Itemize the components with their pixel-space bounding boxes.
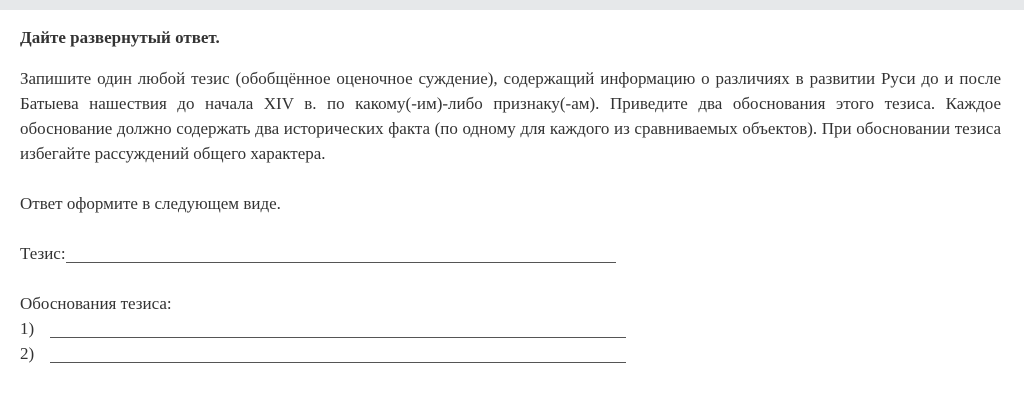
instruction-heading: Дайте развернутый ответ. bbox=[20, 28, 220, 47]
answer-number: 1) bbox=[20, 319, 35, 338]
answer-number: 2) bbox=[20, 344, 35, 363]
answer-line bbox=[50, 343, 626, 363]
justification-title: Обоснования тезиса: bbox=[20, 294, 172, 313]
answer-row-2 bbox=[20, 341, 1001, 366]
thesis-answer-line bbox=[66, 243, 616, 263]
task-text: Запишите один любой тезис (обобщённое оценочное суждение), содержащий информацию о различиях в развитии Руси до и после Батыева нашествия до начала XIV в. по какому(-им)-либо признаку(-ам). Приведите два обоснования этого тезиса. Каждое обоснование должно содержать два исторических факта (по одному для каждого из сравниваемых объектов). При обосновании тезиса избегайте рассуждений общего характера. bbox=[20, 69, 1001, 163]
question-content bbox=[20, 25, 1001, 366]
answer-row-1 bbox=[20, 316, 1001, 341]
format-note: Ответ оформите в следующем виде. bbox=[20, 194, 281, 213]
thesis-label: Тезис: bbox=[20, 244, 66, 263]
top-bar bbox=[0, 0, 1024, 10]
thesis-row bbox=[20, 241, 1001, 266]
answer-line bbox=[50, 318, 626, 338]
